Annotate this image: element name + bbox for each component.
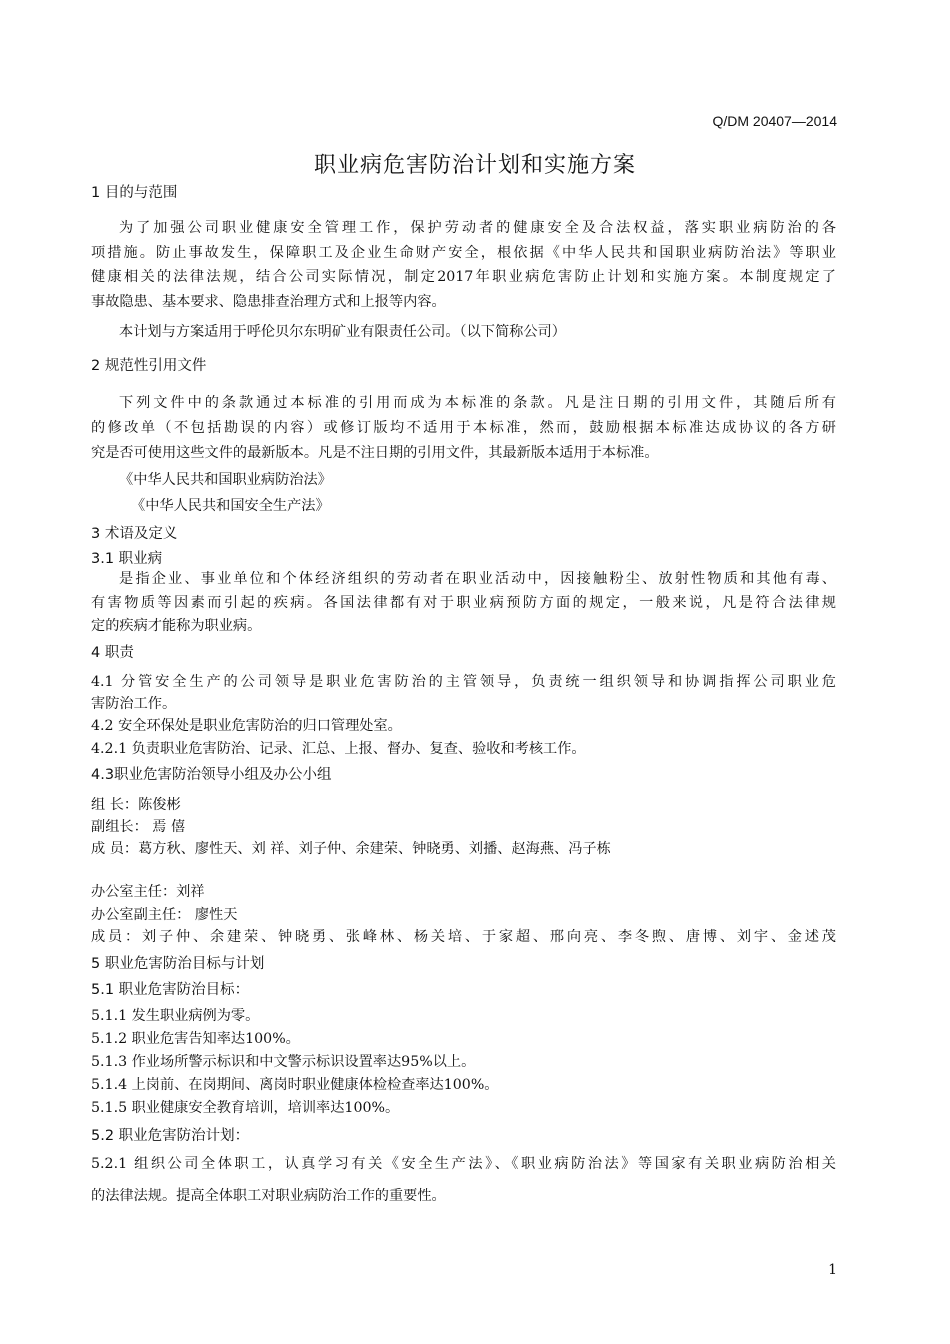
member-line: 办公室主任：刘祥 (91, 884, 205, 900)
subsection-heading: 5.1 职业危害防治目标： (91, 982, 250, 998)
list-item: 5.1.1 发生职业病例为零。 (91, 1008, 260, 1024)
paragraph-line: 为了加强公司职业健康安全管理工作，保护劳动者的健康安全及合法权益，落实职业病防治的各 (119, 220, 836, 236)
member-line: 成员：刘子仲、余建荣、钟晓勇、张峰林、杨关培、于家超、邢向亮、李冬煦、唐博、刘宇、金述茂 (91, 929, 836, 945)
paragraph-line: 的修改单（不包括勘误的内容）或修订版均不适用于本标准，然而，鼓励根据本标准达成协议的各方研 (91, 420, 836, 436)
paragraph-line: 健康相关的法律法规，结合公司实际情况，制定2017年职业病危害防止计划和实施方案。本制度规定了 (91, 269, 836, 285)
section-heading: 2 规范性引用文件 (91, 358, 207, 374)
subsection-heading: 3.1 职业病 (91, 551, 163, 567)
member-line: 成 员：葛方秋、廖性天、刘 祥、刘子仲、余建荣、钟晓勇、刘播、赵海燕、冯子栋 (91, 841, 611, 857)
paragraph-line: 4.2 安全环保处是职业危害防治的归口管理处室。 (91, 718, 402, 734)
paragraph-line: 是指企业、事业单位和个体经济组织的劳动者在职业活动中，因接触粉尘、放射性物质和其他有毒、 (119, 571, 836, 587)
paragraph-line: 的法律法规。提高全体职工对职业病防治工作的重要性。 (91, 1188, 446, 1204)
section-heading: 3 术语及定义 (91, 526, 178, 542)
section-heading: 4 职责 (91, 645, 134, 661)
paragraph-line: 4.1 分管安全生产的公司领导是职业危害防治的主管领导，负责统一组织领导和协调指挥公司职业危 (91, 674, 836, 690)
page-number: 1 (828, 1262, 837, 1278)
list-item: 5.1.3 作业场所警示标识和中文警示标识设置率达95%以上。 (91, 1054, 476, 1070)
section-heading: 1 目的与范围 (91, 185, 178, 201)
paragraph-line: 事故隐患、基本要求、隐患排查治理方式和上报等内容。 (91, 294, 446, 310)
subsection-heading: 4.3职业危害防治领导小组及办公小组 (91, 767, 332, 783)
list-item: 5.1.5 职业健康安全教育培训，培训率达100%。 (91, 1100, 400, 1116)
paragraph-line: 害防治工作。 (91, 696, 177, 712)
reference-item: 《中华人民共和国职业病防治法》 (119, 472, 332, 488)
paragraph-line: 项措施。防止事故发生，保障职工及企业生命财产安全，根依据《中华人民共和国职业病防治法》等职业 (91, 245, 836, 261)
member-line: 办公室副主任： 廖性天 (91, 907, 238, 923)
list-item: 5.1.4 上岗前、在岗期间、离岗时职业健康体检检查率达100%。 (91, 1077, 499, 1093)
paragraph-line: 定的疾病才能称为职业病。 (91, 618, 262, 634)
section-heading: 5 职业危害防治目标与计划 (91, 956, 265, 972)
subsection-heading: 5.2 职业危害防治计划： (91, 1128, 250, 1144)
reference-item: 《中华人民共和国安全生产法》 (131, 498, 330, 514)
paragraph-line: 4.2.1 负责职业危害防治、记录、汇总、上报、督办、复查、验收和考核工作。 (91, 741, 586, 757)
document-id: Q/DM 20407—2014 (712, 113, 837, 129)
member-line: 副组长： 焉 僖 (91, 819, 186, 835)
member-line: 组 长：陈俊彬 (91, 797, 181, 813)
list-item: 5.1.2 职业危害告知率达100%。 (91, 1031, 300, 1047)
paragraph-line: 有害物质等因素而引起的疾病。各国法律都有对于职业病预防方面的规定，一般来说，凡是符合法律规 (91, 595, 836, 611)
paragraph-line: 本计划与方案适用于呼伦贝尔东明矿业有限责任公司。（以下简称公司） (119, 324, 566, 340)
page-title: 职业病危害防治计划和实施方案 (313, 153, 636, 178)
paragraph-line: 下列文件中的条款通过本标准的引用而成为本标准的条款。凡是注日期的引用文件，其随后所有 (119, 395, 836, 411)
paragraph-line: 5.2.1 组织公司全体职工，认真学习有关《安全生产法》、《职业病防治法》等国家有关职业病防治相关 (91, 1156, 836, 1172)
paragraph-line: 究是否可使用这些文件的最新版本。凡是不注日期的引用文件，其最新版本适用于本标准。 (91, 445, 659, 461)
